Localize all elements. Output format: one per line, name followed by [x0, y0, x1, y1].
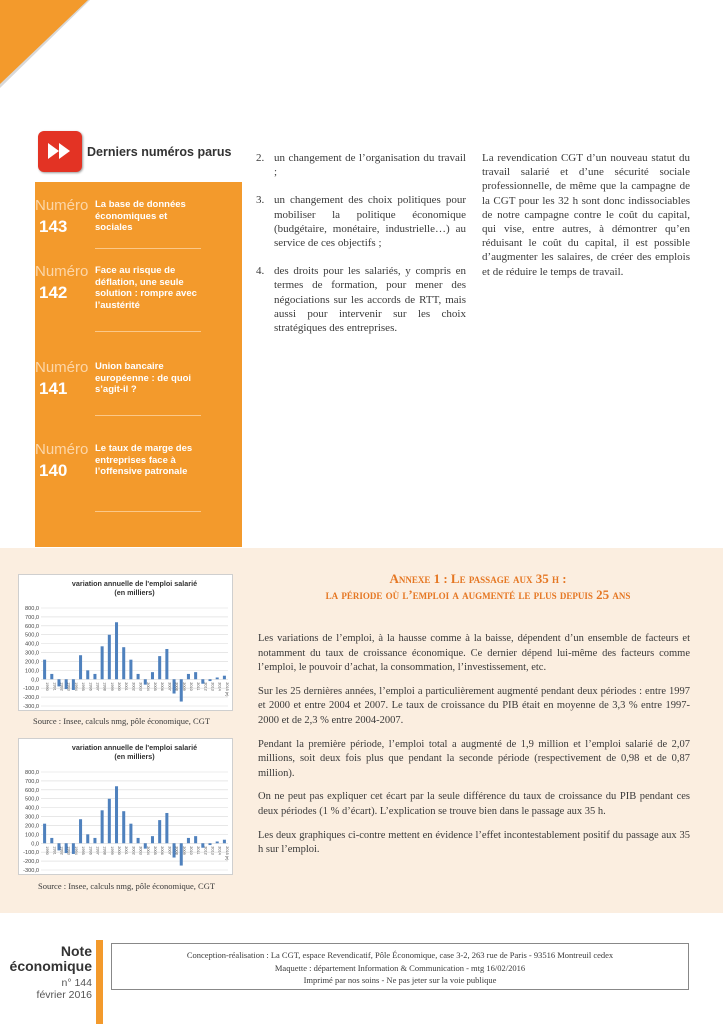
y-tick-label: 300,0 — [25, 650, 39, 657]
y-tick-label: -200,0 — [23, 859, 39, 866]
bar — [137, 674, 140, 679]
issue-number: 141 — [39, 379, 68, 398]
body-paragraph: La revendication CGT d’un nouveau statut du travail salarié et d’une sécurité sociale professionnelle, de même que la campagne de la CGT pour les 32 h sont donc indissociables de notre campagne contre le coût du capital, qui vise, entre autres, à démontrer qu’en réduisant le coût du capital, il est possible d’augmenter les salaires, de créer des emplois et de réduire le temps de travail. — [482, 152, 690, 278]
y-tick-label: 400,0 — [25, 805, 39, 812]
publication-meta — [0, 977, 92, 1001]
publication-title-line1: Note — [60, 943, 92, 959]
bar-chart — [19, 739, 234, 876]
y-tick-label: -200,0 — [23, 695, 39, 702]
y-tick-label: 300,0 — [25, 814, 39, 821]
sidebar-heading: Derniers numéros parus — [87, 145, 232, 159]
x-tick-label: 1993 — [66, 846, 71, 855]
x-tick-label: 2004 — [145, 846, 150, 855]
annex-paragraph: Sur les 25 dernières années, l’emploi a particulièrement augmenté pendant deux périodes : entre 1997 et 2000 et entre 2004 et 2007. Le taux de croissance du PIB était en moyenne de 3,3 % entre 1997-2000 et de 2,3 % entre 2004-2007. — [258, 685, 690, 726]
y-tick-label: 500,0 — [25, 632, 39, 639]
x-tick-label: 1994 — [73, 846, 78, 855]
list-item — [256, 151, 466, 179]
x-tick-label: 2003 — [138, 846, 143, 855]
bar — [187, 674, 190, 679]
bar — [158, 656, 161, 679]
x-tick-label: 2012 — [203, 846, 208, 855]
y-tick-label: 800,0 — [25, 770, 39, 776]
bar — [194, 672, 197, 679]
page-number: > 8 — [36, 52, 58, 69]
x-tick-label: 1996 — [88, 846, 93, 855]
bar — [93, 674, 96, 679]
bar — [187, 838, 190, 843]
bar — [223, 676, 226, 680]
list-item — [256, 264, 466, 335]
bar — [108, 799, 111, 844]
bar — [43, 824, 46, 844]
issue-label: Numéro — [35, 263, 89, 280]
y-tick-label: 200,0 — [25, 823, 39, 830]
x-tick-label: 1997 — [95, 682, 100, 691]
y-tick-label: 700,0 — [25, 778, 39, 785]
publication-title-line2: économique — [9, 958, 92, 974]
chart-title: (en milliers) — [114, 752, 155, 761]
x-tick-label: 2011 — [196, 682, 201, 691]
y-tick-label: -300,0 — [23, 868, 39, 874]
bar — [194, 836, 197, 843]
x-tick-label: 2015 (e) — [224, 682, 229, 697]
x-tick-label: 2007 — [167, 846, 172, 855]
bar — [93, 838, 96, 843]
bar — [158, 820, 161, 843]
y-tick-label: 0,0 — [31, 677, 39, 684]
x-tick-label: 2005 — [152, 682, 157, 691]
footer-accent-bar — [96, 940, 103, 1024]
bar — [165, 649, 168, 679]
list-text: un changement de l’organisation du travail ; — [274, 152, 466, 179]
x-tick-label: 2003 — [138, 682, 143, 691]
x-tick-label: 1990 — [45, 846, 50, 855]
annex-paragraph: Les variations de l’emploi, à la hausse comme à la baisse, dépendent d’un ensemble de facteurs et notamment du taux de croissance économique. Ce dernier dépend lui-même des facteurs comme l’emploi, le pouvoir d’achat, la consommation, l’investissement, etc. — [258, 633, 690, 674]
annex-title-line1: Annexe 1 : Le passage aux 35 h : — [389, 571, 567, 586]
issue-label: Numéro — [35, 359, 89, 376]
chart-source: Source : Insee, calculs nmg, pôle économique, CGT — [38, 881, 216, 891]
x-tick-label: 1999 — [109, 846, 114, 855]
x-tick-label: 2000 — [117, 846, 122, 855]
annex-title-line2: la période où l’emploi a augmenté le plus depuis 25 ans — [325, 587, 631, 602]
bar — [151, 672, 154, 679]
x-tick-label: 1991 — [52, 846, 57, 855]
x-tick-label: 1995 — [81, 682, 86, 691]
x-tick-label: 2010 — [188, 682, 193, 691]
chart-title: (en milliers) — [114, 588, 155, 597]
bar — [115, 786, 118, 843]
issue-number: 140 — [39, 461, 68, 480]
x-tick-label: 2013 — [210, 846, 215, 855]
divider — [95, 511, 201, 512]
x-tick-label: 2009 — [181, 846, 186, 855]
x-tick-label: 1998 — [102, 682, 107, 691]
numbered-list — [256, 151, 466, 349]
issue-title: Face au risque de déflation, une seule solution : rompre avec l’austérité — [95, 265, 197, 311]
bar — [43, 660, 46, 680]
issue-number: 143 — [39, 217, 68, 236]
bar — [129, 660, 132, 680]
y-tick-label: -100,0 — [23, 850, 39, 857]
bar — [129, 824, 132, 844]
x-tick-label: 1992 — [59, 846, 64, 855]
publication-title — [0, 944, 92, 974]
issue-title: La base de données économiques et sociales — [95, 199, 186, 233]
bar — [216, 677, 219, 679]
employment-chart-1 — [18, 574, 233, 711]
bar — [86, 670, 89, 679]
bar — [50, 674, 53, 679]
list-text: un changement des choix politiques pour mobiliser la politique économique (budgétaire, monétaire, industrielle…) au service de ces objectifs ; — [274, 194, 466, 250]
x-tick-label: 2009 — [181, 682, 186, 691]
list-item — [256, 193, 466, 250]
x-tick-label: 1995 — [81, 846, 86, 855]
x-tick-label: 1998 — [102, 846, 107, 855]
divider — [95, 331, 201, 332]
bar — [101, 646, 104, 679]
bar — [79, 819, 82, 843]
issue-number-footer: n° 144 — [61, 977, 92, 989]
x-tick-label: 2011 — [196, 846, 201, 855]
annex-paragraph: On ne peut pas expliquer cet écart par la seule différence du taux de croissance du PIB pendant ces deux périodes (1 % d’écart). L’explication se trouve bien dans le passage aux 35 h. — [258, 791, 690, 817]
credit-line: Maquette : département Information & Communication - mtg 16/02/2016 — [274, 962, 526, 973]
x-tick-label: 2001 — [124, 846, 129, 855]
bar — [165, 813, 168, 843]
y-tick-label: 100,0 — [25, 832, 39, 839]
x-tick-label: 2012 — [203, 682, 208, 691]
x-tick-label: 1993 — [66, 682, 71, 691]
y-tick-label: 200,0 — [25, 659, 39, 666]
y-tick-label: 700,0 — [25, 614, 39, 621]
fast-forward-icon — [38, 131, 82, 172]
list-number: 2. — [256, 152, 265, 164]
bar — [115, 622, 118, 679]
x-tick-label: 2004 — [145, 682, 150, 691]
x-tick-label: 2006 — [160, 682, 165, 691]
x-tick-label: 1996 — [88, 682, 93, 691]
list-text: des droits pour les salariés, y compris en termes de formation, pour mener des négociations sur les accords de RTT, mais aussi pour intervenir sur les choix stratégiques des entreprises. — [274, 265, 466, 335]
employment-chart-2 — [18, 738, 233, 875]
bar — [216, 841, 219, 843]
publication-date: février 2016 — [36, 989, 92, 1001]
y-tick-label: 400,0 — [25, 641, 39, 648]
chart-source: Source : Insee, calculs nmg, pôle économique, CGT — [33, 716, 211, 726]
annex-paragraph: Pendant la première période, l’emploi total a augmenté de 1,9 million et l’emploi salarié de 2,07 millions, soit deux fois plus que pendant la seconde période (respectivement de 0,98 et de 0,87 million). — [258, 738, 690, 779]
y-tick-label: 600,0 — [25, 623, 39, 630]
annex-paragraph: Les deux graphiques ci-contre mettent en évidence l’effet incontestablement positif du passage aux 35 h sur l’emploi. — [258, 829, 690, 856]
bar — [151, 836, 154, 843]
annex-title — [258, 571, 698, 603]
x-tick-label: 1990 — [45, 682, 50, 691]
x-tick-label: 2006 — [160, 846, 165, 855]
issue-label: Numéro — [35, 197, 89, 214]
list-number: 3. — [256, 194, 265, 207]
credit-line: Conception-réalisation : La CGT, espace Revendicatif, Pôle Économique, case 3-2, 263 rue de Paris - 93516 Montreuil cedex — [186, 950, 614, 960]
credits-box — [111, 943, 689, 990]
credit-line: Imprimé par nos soins - Ne pas jeter sur la voie publique — [303, 975, 497, 985]
x-tick-label: 2001 — [124, 682, 129, 691]
y-tick-label: -300,0 — [23, 704, 39, 710]
y-tick-label: 800,0 — [25, 606, 39, 612]
x-tick-label: 2000 — [117, 682, 122, 691]
bar — [209, 843, 212, 845]
bar-chart — [19, 575, 234, 712]
y-tick-label: 600,0 — [25, 787, 39, 794]
x-tick-label: 2008 — [174, 846, 179, 855]
x-tick-label: 2007 — [167, 682, 172, 691]
x-tick-label: 1991 — [52, 682, 57, 691]
bar — [223, 840, 226, 844]
x-tick-label: 1997 — [95, 846, 100, 855]
chart-title: variation annuelle de l'emploi salarié — [71, 579, 198, 588]
x-tick-label: 2014 — [217, 682, 222, 691]
y-tick-label: 100,0 — [25, 668, 39, 675]
bar — [122, 647, 125, 679]
divider — [95, 415, 201, 416]
x-tick-label: 2013 — [210, 682, 215, 691]
y-tick-label: 500,0 — [25, 796, 39, 803]
bar — [137, 838, 140, 843]
chart-title: variation annuelle de l'emploi salarié — [71, 743, 198, 752]
x-tick-label: 2005 — [152, 846, 157, 855]
divider — [95, 248, 201, 249]
issue-number: 142 — [39, 283, 68, 302]
bar — [50, 838, 53, 843]
x-tick-label: 2015 (e) — [224, 846, 229, 861]
bar — [79, 655, 82, 679]
bar — [209, 679, 212, 681]
bar — [86, 834, 89, 843]
y-tick-label: -100,0 — [23, 686, 39, 693]
y-tick-label: 0,0 — [31, 841, 39, 848]
issue-title: Le taux de marge des entreprises face à l’offensive patronale — [95, 443, 193, 477]
x-tick-label: 1992 — [59, 682, 64, 691]
x-tick-label: 1999 — [109, 682, 114, 691]
bar — [122, 811, 125, 843]
x-tick-label: 2002 — [131, 846, 136, 855]
x-tick-label: 1994 — [73, 682, 78, 691]
issue-label: Numéro — [35, 441, 89, 458]
issue-title: Union bancaire européenne : de quoi s’agit-il ? — [95, 361, 192, 395]
annex-body — [258, 632, 690, 867]
x-tick-label: 2014 — [217, 846, 222, 855]
list-number: 4. — [256, 265, 265, 278]
x-tick-label: 2002 — [131, 682, 136, 691]
bar — [108, 635, 111, 680]
x-tick-label: 2008 — [174, 682, 179, 691]
bar — [101, 810, 104, 843]
x-tick-label: 2010 — [188, 846, 193, 855]
